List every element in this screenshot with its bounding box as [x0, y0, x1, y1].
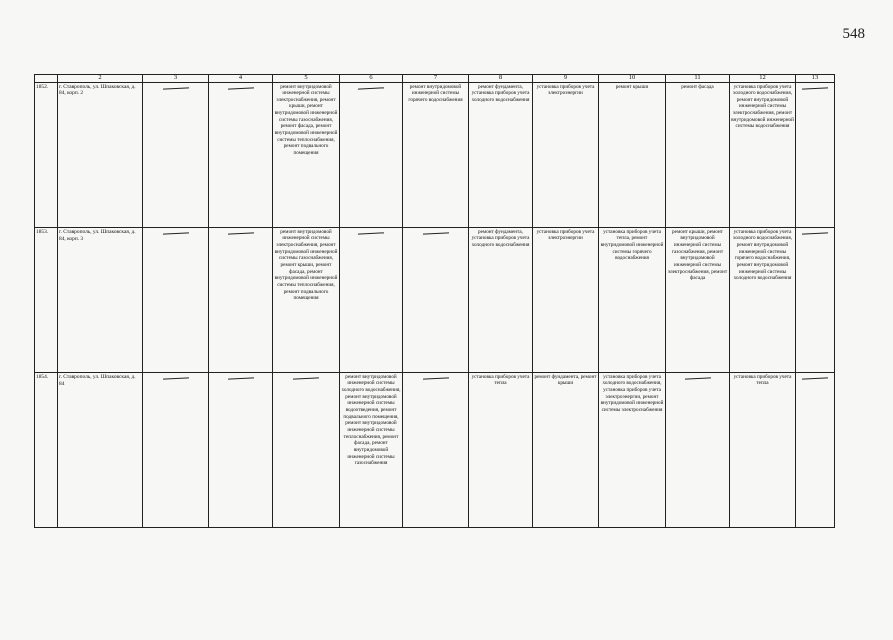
work-type-cell: установка приборов учета электроэнергии — [533, 227, 599, 372]
empty-dash-cell — [209, 227, 273, 372]
address-cell: г. Ставрополь, ул. Шпаковская, д. 84, корп. 2 — [58, 82, 143, 227]
dash-mark — [227, 232, 253, 234]
column-header: 10 — [599, 75, 666, 83]
work-type-cell: ремонт фундамента, установка приборов учета холодного водоснабжения — [469, 82, 533, 227]
empty-dash-cell — [143, 372, 209, 527]
column-header: 3 — [143, 75, 209, 83]
column-header: 6 — [340, 75, 403, 83]
work-type-cell: установка приборов учета холодного водоснабжения, установка приборов учета электроэнергии, ремонт внутридомовой инженерной системы электроснабжения — [599, 372, 666, 527]
work-type-cell: установка приборов учета тепла, ремонт внутридомовой инженерной системы горячего водоснабжения — [599, 227, 666, 372]
empty-dash-cell — [209, 82, 273, 227]
dash-mark — [802, 377, 828, 379]
empty-dash-cell — [796, 227, 835, 372]
dash-mark — [162, 377, 188, 379]
column-header: 4 — [209, 75, 273, 83]
empty-dash-cell — [340, 82, 403, 227]
work-type-cell: ремонт крыши, ремонт внутридомовой инженерной системы газоснабжения, ремонт внутридомовой инженерной системы электроснабжения, ремонт фасада — [666, 227, 730, 372]
work-type-cell: установка приборов учета тепла — [469, 372, 533, 527]
table-row — [35, 372, 835, 527]
work-type-cell: ремонт внутридомовой инженерной системы горячего водоснабжения — [403, 82, 469, 227]
dash-mark — [162, 87, 188, 89]
column-header: 5 — [273, 75, 340, 83]
dash-mark — [802, 232, 828, 234]
column-header: 13 — [796, 75, 835, 83]
column-header: 7 — [403, 75, 469, 83]
column-header: 11 — [666, 75, 730, 83]
column-header: 8 — [469, 75, 533, 83]
empty-dash-cell — [209, 372, 273, 527]
empty-dash-cell — [403, 227, 469, 372]
work-type-cell: ремонт внутридомовой инженерной системы электроснабжения, ремонт внутридомовой инженерной системы газоснабжения, ремонт крыши, ремонт фасада, ремонт внутридомовой инженерной системы теплоснабжения, ремонт подвального помещения — [273, 227, 340, 372]
work-type-cell: установка приборов учета холодного водоснабжения, ремонт внутридомовой инженерной системы электроснабжения, ремонт внутридомовой инженерной системы водоснабжения — [730, 82, 796, 227]
column-header: 9 — [533, 75, 599, 83]
row-number: 1853. — [35, 227, 58, 372]
empty-dash-cell — [143, 82, 209, 227]
work-type-cell: ремонт фундамента, установка приборов учета холодного водоснабжения — [469, 227, 533, 372]
work-type-cell: установка приборов учета тепла — [730, 372, 796, 527]
address-cell: г. Ставрополь, ул. Шпаковская, д. 84 — [58, 372, 143, 527]
work-type-cell: ремонт внутридомовой инженерной системы электроснабжения, ремонт крыши, ремонт внутридомовой инженерной системы газоснабжения, ремонт фасада, ремонт внутридомовой инженерной системы теплоснабжения, ремонт подвального помещения — [273, 82, 340, 227]
dash-mark — [422, 377, 448, 379]
column-header-row — [35, 75, 835, 83]
work-type-cell: установка приборов учета электроэнергии — [533, 82, 599, 227]
page-number: 548 — [842, 26, 865, 42]
address-cell: г. Ставрополь, ул. Шпаковская, д. 84, корп. 3 — [58, 227, 143, 372]
dash-mark — [358, 232, 384, 234]
empty-dash-cell — [403, 372, 469, 527]
dash-mark — [422, 232, 448, 234]
dash-mark — [162, 232, 188, 234]
empty-dash-cell — [340, 227, 403, 372]
empty-dash-cell — [796, 372, 835, 527]
column-header — [35, 75, 58, 83]
dash-mark — [802, 87, 828, 89]
column-header: 2 — [58, 75, 143, 83]
work-type-cell: ремонт крыши — [599, 82, 666, 227]
table-row — [35, 82, 835, 227]
empty-dash-cell — [273, 372, 340, 527]
empty-dash-cell — [666, 372, 730, 527]
dash-mark — [358, 87, 384, 89]
work-type-cell: ремонт фундамента, ремонт крыши — [533, 372, 599, 527]
table-row — [35, 227, 835, 372]
work-type-cell: ремонт фасада — [666, 82, 730, 227]
empty-dash-cell — [796, 82, 835, 227]
dash-mark — [684, 377, 710, 379]
work-type-cell: ремонт внутридомовой инженерной системы холодного водоснабжения, ремонт внутридомовой инженерной системы водоотведения, ремонт подвального помещения, ремонт внутридомовой инженерной системы теплоснабжения, ремонт фасада, ремонт внутридомовой инженерной системы газоснабжения — [340, 372, 403, 527]
work-type-cell: установка приборов учета холодного водоснабжения, ремонт внутридомовой инженерной системы горячего водоснабжения, ремонт внутридомовой инженерной системы холодного водоснабжения — [730, 227, 796, 372]
dash-mark — [227, 377, 253, 379]
dash-mark — [293, 377, 319, 379]
row-number: 1854. — [35, 372, 58, 527]
empty-dash-cell — [143, 227, 209, 372]
row-number: 1852. — [35, 82, 58, 227]
capital-repair-table — [34, 74, 835, 528]
column-header: 12 — [730, 75, 796, 83]
dash-mark — [227, 87, 253, 89]
